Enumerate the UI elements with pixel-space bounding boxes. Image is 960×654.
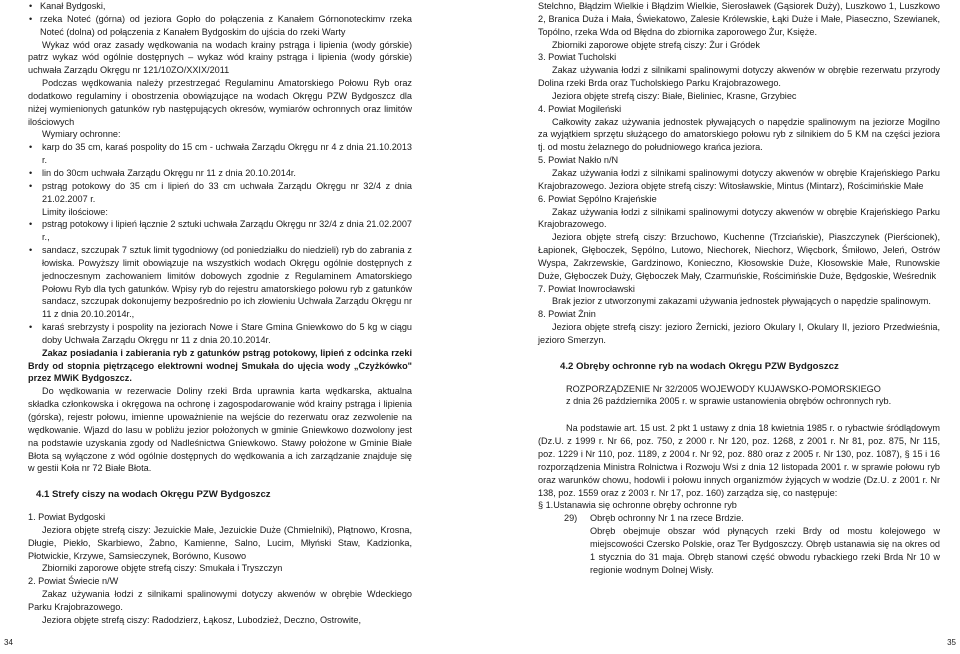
paragraph-regulamin: Podczas wędkowania należy przestrzegać Regulaminu Amatorskiego Połowu Ryb oraz dodatkowo regulaminy i obostrzenia obowiązujące na wodach Okręgu PZW Bydgoszcz dla niżej wymienionych gatunków ryb następujących okresów, wymiarów ochronnych oraz limitów ilościowych xyxy=(28,78,412,127)
item-title: Obręb ochronny Nr 1 na rzece Brdzie. xyxy=(590,513,744,524)
list-item: • karaś srebrzysty i pospolity na jeziorach Nowe i Stare Gmina Gniewkowo do 5 kg w ciągu doby Uchwała Zarządu Okręgu nr 11 z dnia 20.10.2014r. xyxy=(28,321,412,347)
paragraph-podstawa: Na podstawie art. 15 ust. 2 pkt 1 ustawy z dnia 18 kwietnia 1985 r. o rybactwie śródlądowym (Dz.U. z 1999 r. Nr 66, poz. 750, z 2000 r. Nr 120, poz. 1268, z 2001 r. Nr 81, poz. 875, Nr 115, poz. 1229 i Nr 110, poz. 1189, z 2004 r. Nr 92, poz. 880 oraz z 2005 r. Nr 130, poz. 1087), § 15 i 16 rozporządzenia Ministra Rolnictwa i Rozwoju Wsi z dnia 12 listopada 2001 r. w sprawie połowu ryb oraz warunków chowu, hodowli i połowu innych organizmów żyjących w wodzie (Dz.U. z 2001 r. Nr 138, poz. 1559 oraz z 2003 r. Nr 17, poz. 160) zarządza się, co następuje: xyxy=(538,423,940,498)
item-title: 8. Powiat Żnin xyxy=(538,309,596,320)
item-text: Zbiorniki zaporowe objęte strefą ciszy: Żur i Gródek xyxy=(552,39,760,50)
right-column xyxy=(538,0,940,576)
rozporzadzenie-date: z dnia 26 października 2005 r. w sprawie ustanowienia obrębów ochronnych ryb. xyxy=(566,396,892,407)
item-text: Obręb obejmuje obszar wód płynących rzeki Brdy od mostu kolejowego w miejscowości Czersko Polskie, oraz Ter Bydgoszczy. Obręb ustanawia się na okres od 1 stycznia do 31 maja. Obręb stanowi część obwodu rybackiego rzeki Brda Nr 10 w regionie wodnym Dolnej Wisły. xyxy=(590,526,940,575)
river-list xyxy=(28,0,412,39)
item-title: 1. Powiat Bydgoski xyxy=(28,512,106,523)
bold-notice: Zakaz posiadania i zabierania ryb z gatunków pstrąg potokowy, lipień z odcinka rzeki Brdy od stopnia piętrzącego elektrowni wodnej Smukała do ujęcia wody „Czyżkówko" przez MWiK Bydgoszcz. xyxy=(28,347,412,384)
list-item: • pstrąg potokowy i lipień łącznie 2 sztuki uchwała Zarządu Okręgu nr 32/4 z dnia 21.02.2007 r., xyxy=(28,218,412,244)
item-text: Całkowity zakaz używania jednostek pływających o napędzie spalinowym na jeziorze Mogilno za wyjątkiem sprzętu służącego do amatorskiego połowu ryb z silnikiem do 5 KM na części jeziora tj. od mostu żelaznego do południowego krańca jeziora. xyxy=(538,116,940,153)
page-number-left: 34 xyxy=(4,638,13,648)
item-title: 7. Powiat Inowrocławski xyxy=(538,283,635,294)
item-title: 3. Powiat Tucholski xyxy=(538,52,617,63)
item-text: Jeziora objęte strefą ciszy: Białe, Bieliniec, Krasne, Grzybiec xyxy=(552,90,797,101)
page-number-right: 35 xyxy=(947,638,956,648)
limity-label: Limity ilościowe: xyxy=(42,206,108,217)
section-paragraph-1: § 1.Ustanawia się ochronne obręby ochronne ryb xyxy=(538,500,737,511)
list-item: • pstrąg potokowy do 35 cm i lipień do 33 cm uchwała Zarządu Okręgu nr 32/4 z dnia 21.02.2007 r. xyxy=(28,180,412,206)
section-heading-4-2: 4.2 Obręby ochronne ryb na wodach Okręgu PZW Bydgoszcz xyxy=(560,360,839,372)
left-column xyxy=(28,0,412,627)
item-text: Zakaz używania łodzi z silnikami spalinowymi dotyczy akwenów w obrębie Krajeńskiego Parku Krajobrazowego. xyxy=(538,206,940,230)
item-text: Zakaz używania łodzi z silnikami spalinowymi dotyczy akwenów w obrębie Krajeńskiego Parku Krajobrazowego. Jeziora objęte strefą ciszy: Witosławskie, Mintus (Mintarz), Rościmińskie Małe xyxy=(538,167,940,191)
item-title: 5. Powiat Nakło n/N xyxy=(538,155,619,166)
item-title: 4. Powiat Mogileński xyxy=(538,103,622,114)
item-text: Jeziora objęte strefą ciszy: Radodzierz, Łąkosz, Lubodzież, Deczno, Ostrowite, xyxy=(42,614,362,625)
list-item: • Kanał Bydgoski, xyxy=(28,0,412,13)
item-number: 29) xyxy=(564,513,578,524)
obreby-list xyxy=(538,512,940,576)
item-text: Jeziora objęte strefą ciszy: Brzuchowo, Kuchenne (Trzciańskie), Piaszczynek (Pierścionek), Łapionek, Głęboczek, Sępólno, Lutowo, Niechorek, Niechorz, Więcbork, Śmiłowo, Jeleń, Ostrów Wyspa, Zakrzewskie, Gardzinowo, Konieczno, Kłosowskie Duże, Kłosowskie Małe, Runowskie Duże, Głęboczek Duży, Głęboczek Mały, Czarmuńskie, Rościmińskie Duże, Będgoskie, Weśrednik xyxy=(538,232,940,281)
item-text: Jeziora objęte strefą ciszy: Jezuickie Małe, Jezuickie Duże (Chmielniki), Płątnowo, Krosna, Długie, Piekło, Skarbiewo, Żabno, Kamienne, Salno, Lucim, Młyński Staw, Kadzionka, Płotwickie, Krzywe, Samsieczynek, Borówno, Kusowo xyxy=(28,524,412,561)
paragraph-rezerwat: Do wędkowania w rezerwacie Doliny rzeki Brda uprawnia karta wędkarska, aktualna składka członkowska i okręgowa na ochronę i zagospodarowanie wód krainy pstrąga i lipienia (górska), rejestr połowu, imienne upoważnienie na wejście do rezerwatu oraz zezwolenie na wędkowanie. Wjazd do lasu w pobliżu jezior położonych w gminie Gniewkowo dozwolony jest na podstawie uzyskania zgody od Nadleśnictwa Gniewkowo. Stawy położone w Gminie Białe Błota są wyłączone z wód ogólnie dostępnych do wędkowania a ich zarządzanie znajduje się w gestii Koła nr 72 Białe Błota. xyxy=(28,386,412,474)
item-title: 6. Powiat Sępólno Krajeńskie xyxy=(538,193,657,204)
item-text: Zakaz używania łodzi z silnikami spalinowymi dotyczy akwenów w obrębie rezerwatu przyrody Dolina rzeki Brda oraz Tucholskiego Parku Krajobrazowego. xyxy=(538,65,940,89)
item-text: Jeziora objęte strefą ciszy: jezioro Żernicki, jezioro Okulary I, Okulary II, jezioro Przedwieśnia, jezioro Smerzyn. xyxy=(538,322,940,345)
section-heading-4-1: 4.1 Strefy ciszy na wodach Okręgu PZW Bydgoszcz xyxy=(36,489,271,501)
item-title: 2. Powiat Świecie n/W xyxy=(28,576,119,587)
list-item: • rzeka Noteć (górna) od jeziora Gopło do połączenia z Kanałem Górnonoteckimv rzeka Noteć (dolna) od połączenia z Kanałem Bydgoskim do ujścia do rzeki Warty xyxy=(28,13,412,39)
paragraph-wykaz-wod: Wykaz wód oraz zasady wędkowania na wodach krainy pstrąga i lipienia (wody górskie) patrz wykaz wód ogólnie dostępnych – wykaz wód krainy pstrąga i lipienia (wody górskie) uchwała Zarządu Okręgu nr 121/10ZO/XXIX/2011 xyxy=(28,39,412,76)
item-text: Zbiorniki zaporowe objęte strefą ciszy: Smukała i Tryszczyn xyxy=(42,563,283,574)
item-text: Zakaz używania łodzi z silnikami spalinowymi dotyczy akwenów w obrębie Wdeckiego Parku Krajobrazowego. xyxy=(28,589,412,612)
wymiary-label: Wymiary ochronne: xyxy=(42,129,121,140)
item-text: Brak jezior z utworzonymi zakazami używania jednostek pływających o napędzie spalinowym. xyxy=(552,296,931,307)
rozporzadzenie-title: ROZPORZĄDZENIE Nr 32/2005 WOJEWODY KUJAWSKO-POMORSKIEGO xyxy=(566,383,881,394)
list-item: • karp do 35 cm, karaś pospolity do 15 cm - uchwała Zarządu Okręgu nr 4 z dnia 21.10.2013 r. xyxy=(28,141,412,167)
item-text: Stelchno, Błądzim Wielkie i Błądzim Wielkie, Sierosławek (Gąsiorek Duży), Luszkowo 1, Luszkowo 2, Branica Duża i Mała, Świekatowo, Zalesie Królewskie, Łąki Duże i Małe, Piaseczno, Szewianek, Topólno, rzeka Wda od Błędna do zbiornika zaporowego Żur, Księże. xyxy=(538,1,940,37)
list-item: • lin do 30cm uchwała Zarządu Okręgu nr 11 z dnia 20.10.2014r. xyxy=(28,167,412,180)
limity-list xyxy=(28,218,412,346)
list-item xyxy=(564,512,940,576)
list-item: • sandacz, szczupak 7 sztuk limit tygodniowy (od poniedziałku do niedzieli) ryb do zabrania z łowiska. Powyższy limit obowiązuje na wszystkich wodach Okręgu ogólnie dostępnych z jednoczesnym zachowaniem limitów dobowych zgodnie z Regulaminem Amatorskiego Połowu Ryb dla tych gatunków. Wpisy ryb do rejestru amatorskiego połowu ryb z gatunków sandacz, szczupak dokonujemy bezpośrednio po ich złowieniu Uchwała Zarządu Okręgu nr 11 z dnia 20.10.2014r., xyxy=(28,244,412,321)
wymiary-list xyxy=(28,141,412,205)
